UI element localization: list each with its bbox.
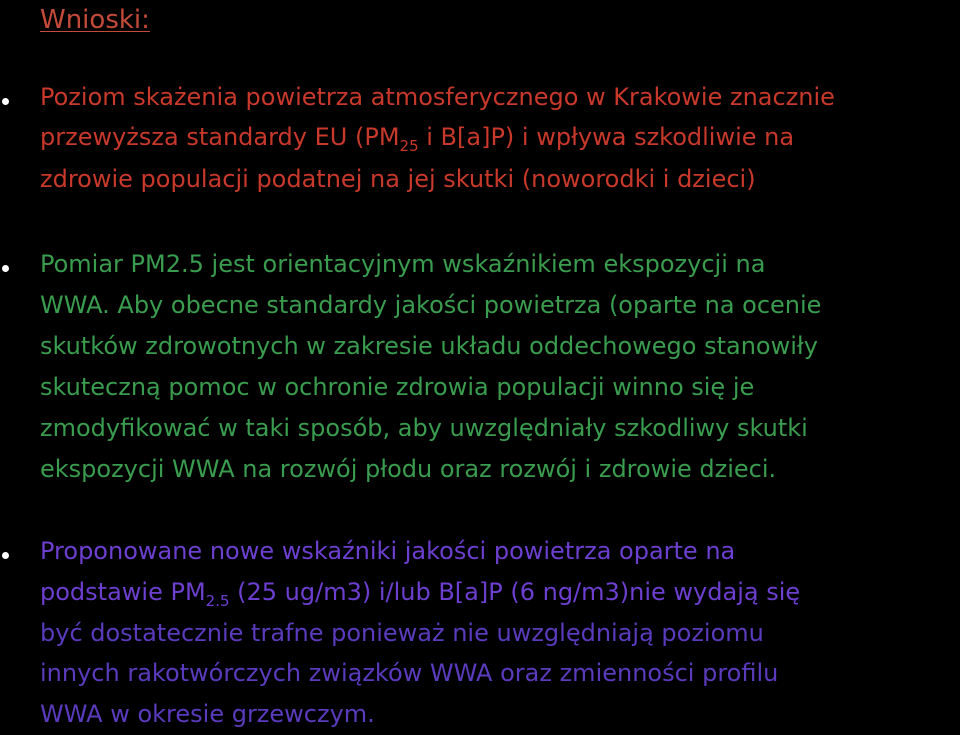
bullet-3-line-4: innych rakotwórczych związków WWA oraz zmienności profilu bbox=[40, 659, 779, 687]
bullet-2-line-3: skutków zdrowotnych w zakresie układu oddechowego stanowiły bbox=[40, 332, 818, 360]
bullet-dot-icon bbox=[2, 552, 9, 559]
bullet-1-line-1: Poziom skażenia powietrza atmosferycznego w Krakowie znacznie bbox=[40, 83, 835, 111]
bullet-1-line-2 bbox=[40, 122, 795, 155]
bullet-2-line-4: skuteczną pomoc w ochronie zdrowia populacji winno się je bbox=[40, 373, 755, 401]
bullet-2-line-2: WWA. Aby obecne standardy jakości powietrza (oparte na ocenie bbox=[40, 291, 822, 319]
bullet-1-line-2-sub: 25 bbox=[399, 136, 419, 155]
bullet-2-line-6: ekspozycji WWA na rozwój płodu oraz rozwój i zdrowie dzieci. bbox=[40, 455, 777, 483]
bullet-3-line-2-post: (25 ug/m3) i/lub B[a]P (6 ng/m3)nie wydają się bbox=[229, 578, 801, 606]
bullet-dot-icon bbox=[2, 265, 9, 272]
bullet-3-line-1: Proponowane nowe wskaźniki jakości powietrza oparte na bbox=[40, 537, 736, 565]
slide-title: Wnioski: bbox=[40, 5, 150, 35]
bullet-3-line-3: być dostatecznie trafne ponieważ nie uwzględniają poziomu bbox=[40, 619, 764, 647]
bullet-3-line-2 bbox=[40, 577, 801, 610]
bullet-1-line-3: zdrowie populacji podatnej na jej skutki (noworodki i dzieci) bbox=[40, 165, 756, 193]
bullet-dot-icon bbox=[2, 98, 9, 105]
bullet-1-line-2-pre: przewyższa standardy EU (PM bbox=[40, 123, 400, 151]
bullet-2-line-1: Pomiar PM2.5 jest orientacyjnym wskaźnikiem ekspozycji na bbox=[40, 250, 766, 278]
bullet-1-line-2-post: i B[a]P) i wpływa szkodliwie na bbox=[418, 123, 795, 151]
bullet-2-line-5: zmodyfikować w taki sposób, aby uwzględniały szkodliwy skutki bbox=[40, 414, 808, 442]
bullet-3-line-2-sub: 2.5 bbox=[205, 591, 230, 610]
bullet-3-line-2-pre: podstawie PM bbox=[40, 578, 206, 606]
bullet-3-line-5: WWA w okresie grzewczym. bbox=[40, 700, 375, 728]
